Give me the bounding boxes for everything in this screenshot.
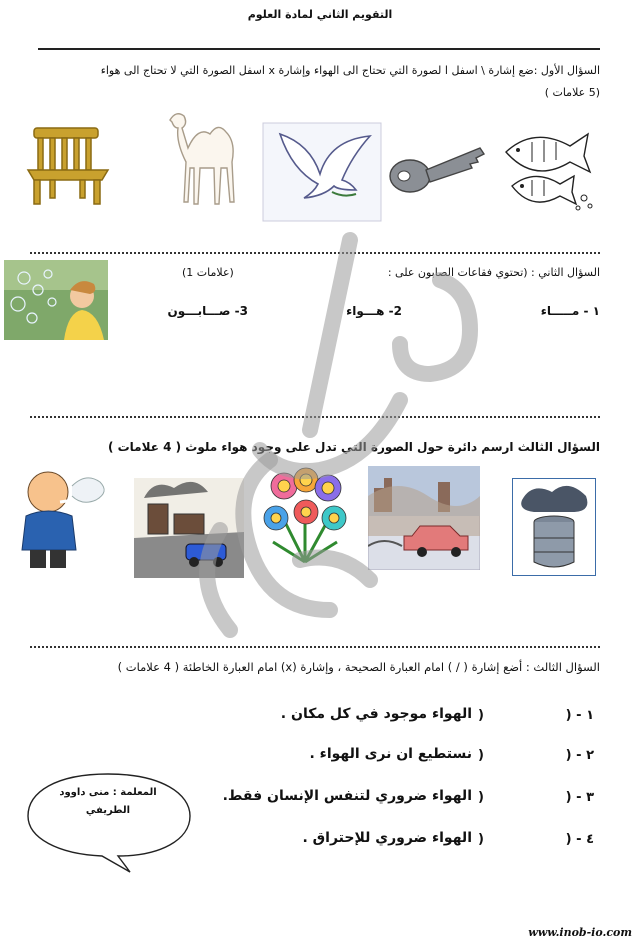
teacher-name-line-1: المعلمة : منى داوود [59, 787, 157, 798]
q2-option-3: 3- صـــابـــون [167, 304, 248, 318]
q2-marks: (1 علامات) [182, 266, 234, 279]
q4-item-1-close: ) [478, 708, 484, 723]
dove-picture [262, 122, 382, 222]
q4-item-2-close: ) [478, 748, 484, 763]
q2-option-2: 2- هـــواء [346, 304, 402, 318]
camel-picture [160, 102, 244, 214]
q4-item-2-number: ٢ - ( [565, 748, 594, 763]
q4-item-1-number: ١ - ( [565, 708, 594, 723]
q4-item-3-number: ٣ - ( [565, 790, 594, 805]
q1-marks: (5 علامات ) [544, 86, 600, 99]
q4-item-1-statement: الهواء موجود في كل مكان . [280, 706, 472, 722]
q2-text: السؤال الثاني : (تحتوي فقاعات الصابون على : [387, 266, 600, 279]
header-divider [38, 48, 600, 50]
smoking-barrel-picture [512, 478, 596, 576]
fish-picture [498, 122, 602, 216]
q4-item-2-statement: نستطيع ان نرى الهواء . [309, 746, 472, 762]
child-bubbles-picture [4, 260, 108, 340]
divider-3 [30, 646, 600, 648]
q4-text: السؤال الثالث : أضع إشارة ( / ) امام العبارة الصحيحة ، وإشارة (x) امام العبارة الخاطئة ( 4 علامات ) [117, 660, 600, 674]
q1-text: السؤال الأول :ضع إشارة \ اسفل ا لصورة التي تحتاج الى الهواء وإشارة x اسفل الصورة التي لا تحتاج الى هواء [100, 64, 600, 77]
divider-1 [30, 252, 600, 254]
q4-item-3-close: ) [478, 790, 484, 805]
teacher-name-line-2: الطريفي [85, 805, 131, 816]
smoking-man-picture [12, 466, 112, 572]
q4-item-4-statement: الهواء ضروري للإحتراق . [302, 830, 472, 846]
q4-item-3-statement: الهواء ضروري لتنفس الإنسان فقط. [222, 788, 472, 804]
key-picture [388, 140, 488, 202]
divider-2 [30, 416, 600, 418]
q4-item-4-close: ) [478, 832, 484, 847]
footer-site-url[interactable]: www.inob-io.com [528, 926, 632, 939]
flowers-picture [262, 466, 348, 566]
q2-option-1: ١ - مـــــاء [540, 304, 600, 318]
page-title: التقويم الثاني لمادة العلوم [247, 8, 393, 21]
chair-picture [22, 122, 114, 206]
car-pollution-picture [368, 466, 480, 570]
q4-item-4-number: ٤ - ( [565, 832, 594, 847]
factory-car-picture [134, 478, 244, 578]
q3-text: السؤال الثالث ارسم دائرة حول الصورة التي تدل على وجود هواء ملوث ( 4 علامات ) [107, 440, 600, 454]
